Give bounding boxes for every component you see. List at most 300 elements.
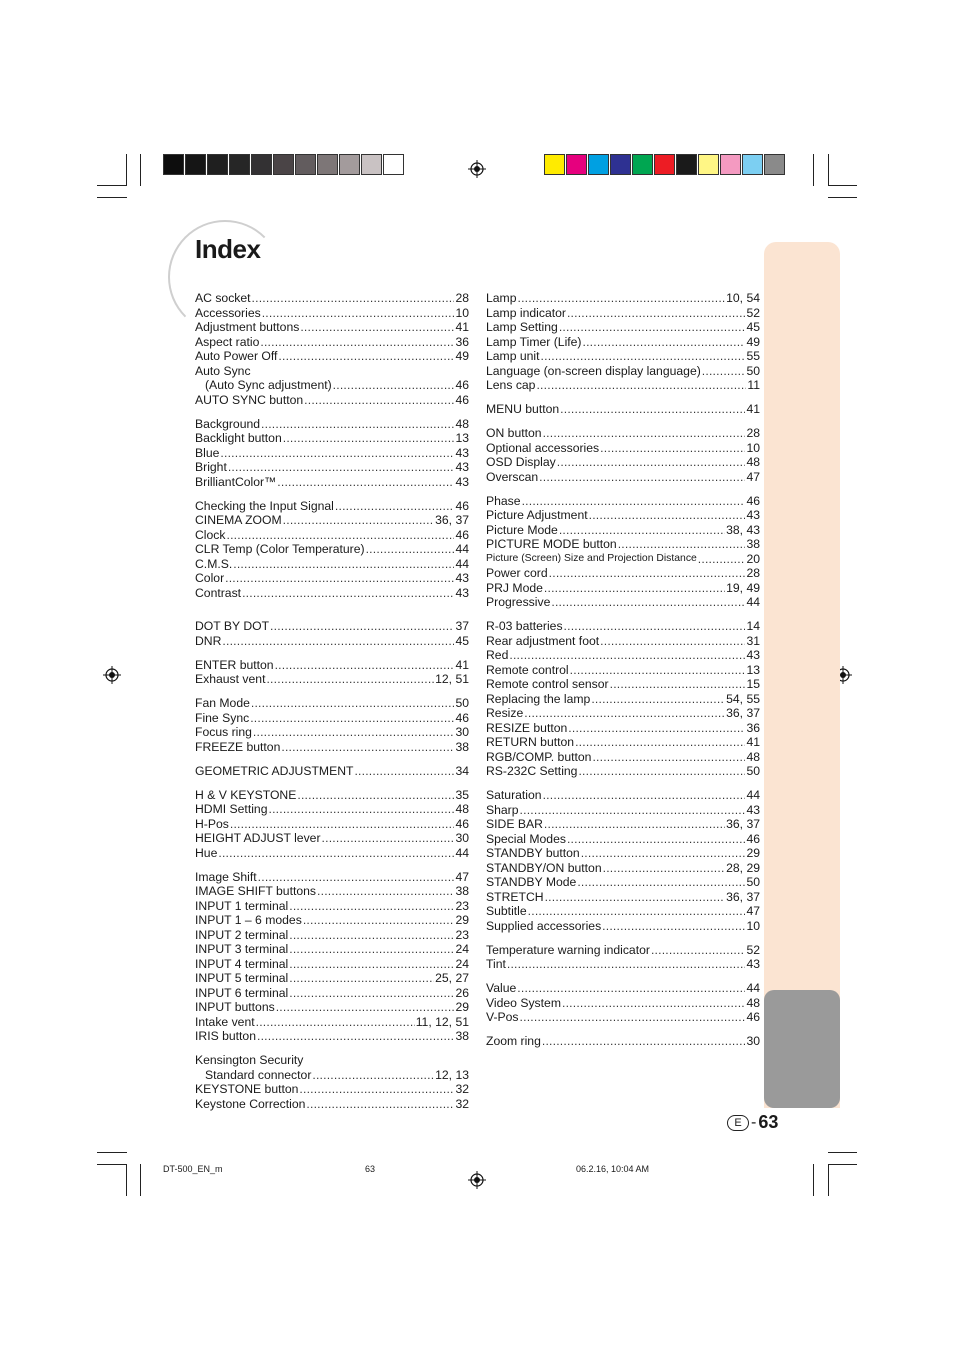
index-entry (486, 706, 760, 721)
dot-leader (522, 494, 746, 509)
index-entry (195, 942, 469, 957)
index-pages: 43 (746, 508, 760, 522)
index-pages: 43 (746, 957, 760, 971)
index-entry (486, 1010, 760, 1025)
color-swatch (610, 154, 631, 175)
registration-mark-icon (103, 666, 121, 684)
index-pages: 19, 49 (726, 580, 760, 595)
index-pages: 28 (746, 426, 760, 440)
index-entry (195, 320, 469, 335)
dot-leader (289, 899, 454, 914)
color-swatch (251, 154, 272, 175)
index-term: Kensington Security (195, 1053, 304, 1067)
index-pages: 48 (746, 995, 760, 1010)
index-pages: 43 (746, 648, 760, 662)
index-pages: 43 (455, 474, 469, 489)
index-pages: 50 (746, 764, 760, 778)
index-group-gap (195, 648, 469, 658)
index-entry (195, 817, 469, 832)
dot-leader (618, 537, 746, 552)
index-pages: 47 (455, 869, 469, 884)
crop-mark (813, 1164, 814, 1196)
page-number-value: 63 (758, 1112, 779, 1132)
dot-leader (592, 750, 745, 765)
index-entry (486, 378, 760, 393)
index-group-gap (486, 972, 760, 982)
index-entry (486, 634, 760, 649)
index-term: INPUT buttons (195, 1000, 275, 1014)
dot-leader (544, 817, 725, 832)
index-term: Tint (486, 957, 506, 971)
index-pages: 30 (455, 831, 469, 845)
index-entry (486, 692, 760, 707)
dot-leader (226, 528, 454, 543)
index-entry (486, 875, 760, 890)
dot-leader (551, 595, 745, 610)
dot-leader (702, 364, 746, 379)
crop-mark (828, 1164, 857, 1165)
index-pages: 41 (746, 402, 760, 416)
dot-leader (333, 378, 455, 393)
dot-leader (517, 981, 745, 996)
page-number-separator: - (751, 1113, 757, 1131)
index-pages: 36, 37 (726, 706, 760, 720)
color-swatch (317, 154, 338, 175)
index-entry (486, 494, 760, 509)
dot-leader (276, 1000, 455, 1015)
index-column-left (195, 291, 469, 1111)
dot-leader (283, 513, 434, 528)
index-pages: 38 (455, 884, 469, 898)
index-entry (486, 595, 760, 610)
index-pages: 28 (746, 566, 760, 580)
index-pages: 48 (746, 455, 760, 469)
dot-leader (270, 619, 454, 634)
dot-leader (289, 957, 454, 972)
dot-leader (303, 913, 455, 928)
index-term: Aspect ratio (195, 334, 260, 349)
color-swatch (588, 154, 609, 175)
index-pages: 46 (455, 710, 469, 725)
dot-leader (544, 581, 725, 596)
dot-leader (509, 648, 745, 663)
index-term: Clock (195, 527, 226, 542)
index-pages: 49 (455, 349, 469, 363)
crop-mark (828, 154, 829, 186)
index-entry (486, 904, 760, 919)
index-entry (486, 441, 760, 456)
index-pages: 47 (746, 904, 760, 918)
index-term: AUTO SYNC button (195, 392, 304, 407)
index-term: RGB/COMP. button (486, 749, 592, 764)
index-entry (195, 913, 469, 928)
index-group-gap (195, 610, 469, 620)
index-term: STANDBY Mode (486, 875, 577, 889)
color-swatch (764, 154, 785, 175)
crop-mark (828, 197, 857, 198)
index-term: INPUT 2 terminal (195, 927, 289, 942)
index-entry (195, 802, 469, 817)
dot-leader (366, 542, 455, 557)
index-pages: 46 (455, 392, 469, 407)
index-pages: 38 (455, 1029, 469, 1043)
color-swatch (185, 154, 206, 175)
index-pages: 38 (455, 739, 469, 754)
index-term: AC socket (195, 291, 251, 305)
index-term: Intake vent (195, 1014, 255, 1029)
dot-leader (228, 460, 455, 475)
index-term: BrilliantColor™ (195, 474, 277, 489)
index-term: MENU button (486, 402, 560, 416)
index-term: OSD Display (486, 455, 556, 469)
dot-leader (222, 634, 454, 649)
dot-leader (283, 431, 455, 446)
index-pages: 20 (746, 551, 760, 566)
dot-leader (257, 1029, 454, 1044)
dot-leader (266, 672, 434, 687)
index-group-gap (486, 610, 760, 620)
index-pages: 43 (455, 445, 469, 460)
color-swatch (163, 154, 184, 175)
index-term: Hue (195, 845, 218, 860)
footer-filename: DT-500_EN_m (163, 1164, 223, 1174)
index-entry (195, 870, 469, 885)
index-pages: 29 (746, 846, 760, 860)
index-term: ENTER button (195, 657, 274, 672)
index-group-gap (486, 417, 760, 427)
index-term: STRETCH (486, 889, 544, 904)
index-term: INPUT 1 terminal (195, 898, 289, 913)
index-term: RS-232C Setting (486, 764, 578, 778)
index-pages: 36 (455, 334, 469, 349)
dot-leader (233, 557, 454, 572)
index-pages: 46 (455, 498, 469, 513)
index-term: Blue (195, 445, 220, 460)
index-pages: 43 (455, 460, 469, 474)
index-term: (Auto Sync adjustment) (205, 378, 332, 392)
index-term: Special Modes (486, 831, 566, 846)
appendix-tab-label: Appendix (770, 1132, 787, 1202)
dot-leader (581, 846, 746, 861)
index-pages: 44 (746, 788, 760, 802)
index-term: Remote control sensor (486, 677, 609, 691)
index-entry (486, 508, 760, 523)
index-entry (486, 663, 760, 678)
color-swatch (273, 154, 294, 175)
index-term: Lamp indicator (486, 305, 566, 320)
dot-leader (559, 523, 725, 538)
index-entry (486, 320, 760, 335)
index-term: INPUT 1 – 6 modes (195, 913, 302, 927)
index-entry (486, 788, 760, 803)
index-term: Lens cap (486, 378, 536, 392)
index-term: Exhaust vent (195, 672, 266, 686)
index-entry (195, 306, 469, 321)
index-pages: 10 (455, 305, 469, 320)
index-pages: 46 (746, 1010, 760, 1024)
footer-datetime: 06.2.16, 10:04 AM (576, 1164, 650, 1174)
index-entry (195, 658, 469, 673)
dot-leader (322, 831, 455, 846)
index-pages: 26 (455, 985, 469, 1000)
index-pages: 46 (746, 831, 760, 846)
index-pages: 15 (746, 677, 760, 691)
crop-mark (828, 1164, 829, 1196)
index-term: V-Pos (486, 1010, 519, 1024)
dot-leader (258, 870, 455, 885)
index-pages: 36 (746, 720, 760, 735)
dot-leader (354, 764, 454, 779)
index-term: Auto Sync (195, 363, 251, 378)
index-pages: 46 (455, 378, 469, 392)
dot-leader (312, 1068, 434, 1083)
dot-leader (335, 499, 455, 514)
index-entry (486, 764, 760, 779)
dot-leader (577, 875, 745, 890)
index-entry (486, 552, 760, 567)
index-entry (195, 528, 469, 543)
index-pages: 45 (746, 320, 760, 334)
index-term: Supplied accessories (486, 918, 602, 933)
crop-mark (97, 185, 127, 186)
dot-leader (289, 986, 454, 1001)
index-entry (486, 803, 760, 818)
crop-mark (126, 154, 127, 186)
index-entry (195, 417, 469, 432)
index-entry (486, 364, 760, 379)
dot-leader (250, 711, 454, 726)
index-term: INPUT 3 terminal (195, 942, 289, 956)
index-entry (486, 470, 760, 485)
index-entry (195, 957, 469, 972)
dot-leader (578, 764, 745, 779)
index-entry (486, 943, 760, 958)
index-entry (195, 513, 469, 528)
index-group-gap (486, 393, 760, 403)
dot-leader (528, 904, 746, 919)
index-entry (195, 499, 469, 514)
index-entry (195, 475, 469, 490)
index-entry (486, 735, 760, 750)
index-entry (486, 335, 760, 350)
index-group-gap (486, 779, 760, 789)
index-term: Resize (486, 706, 524, 720)
dot-leader (289, 942, 454, 957)
index-term: H-Pos (195, 816, 229, 831)
index-pages: 43 (455, 571, 469, 585)
index-entry (195, 1000, 469, 1015)
dot-leader (297, 788, 454, 803)
dot-leader (567, 832, 745, 847)
index-pages: 35 (455, 787, 469, 802)
index-term: Adjustment buttons (195, 320, 300, 334)
index-entry (195, 1015, 469, 1030)
language-badge: E (727, 1115, 749, 1131)
index-term: ON button (486, 426, 542, 440)
dot-leader (589, 508, 746, 523)
dot-leader (575, 735, 745, 750)
index-entry (486, 349, 760, 364)
index-pages: 44 (455, 845, 469, 860)
index-term: Lamp Setting (486, 320, 558, 334)
index-term: PICTURE MODE button (486, 537, 617, 551)
dot-leader (289, 928, 454, 943)
dot-leader (520, 1010, 746, 1025)
index-term: Lamp (486, 291, 517, 305)
index-pages: 41 (746, 735, 760, 749)
index-entry (486, 537, 760, 552)
index-entry (195, 788, 469, 803)
index-pages: 23 (455, 927, 469, 942)
dot-leader (218, 846, 454, 861)
index-term: Overscan (486, 469, 539, 484)
index-pages: 48 (746, 749, 760, 764)
index-term: Fan Mode (195, 696, 250, 710)
index-term: STANDBY/ON button (486, 860, 602, 875)
crop-mark (97, 1152, 127, 1153)
index-term: Value (486, 981, 517, 995)
index-pages: 49 (746, 334, 760, 349)
index-group-gap (195, 687, 469, 697)
index-pages: 36, 37 (726, 817, 760, 831)
index-pages: 50 (746, 363, 760, 378)
index-term: Picture (Screen) Size and Projection Distance (486, 552, 697, 564)
index-group-gap (195, 754, 469, 764)
index-entry (486, 455, 760, 470)
index-pages: 28, 29 (726, 860, 760, 875)
index-entry (195, 971, 469, 986)
index-term: KEYSTONE button (195, 1082, 299, 1096)
index-entry (486, 581, 760, 596)
index-pages: 41 (455, 320, 469, 334)
index-term: HDMI Setting (195, 802, 268, 816)
index-entry (195, 672, 469, 687)
index-term: RESIZE button (486, 720, 568, 735)
index-term: HEIGHT ADJUST lever (195, 831, 321, 845)
index-term: Sharp (486, 802, 519, 817)
color-swatch (676, 154, 697, 175)
index-entry (486, 846, 760, 861)
index-term: Language (on-screen display language) (486, 363, 701, 378)
index-group-gap (195, 1044, 469, 1054)
index-entry (486, 1034, 760, 1049)
color-swatch (339, 154, 360, 175)
dot-leader (560, 402, 745, 417)
index-term: DNR (195, 633, 222, 648)
index-term: Auto Power Off (195, 349, 278, 363)
index-term: Checking the Input Signal (195, 498, 334, 513)
dot-leader (256, 1015, 415, 1030)
index-pages: 43 (746, 802, 760, 817)
registration-mark-icon (468, 1171, 486, 1189)
index-group-gap (195, 860, 469, 870)
index-group-gap (195, 600, 469, 610)
index-pages: 10 (746, 918, 760, 933)
color-swatch (361, 154, 382, 175)
index-entry (486, 619, 760, 634)
index-pages: 30 (746, 1034, 760, 1048)
crop-mark (813, 154, 814, 186)
index-entry (486, 721, 760, 736)
color-swatch (720, 154, 741, 175)
index-group-gap (195, 407, 469, 417)
index-term: Bright (195, 460, 227, 474)
dot-leader (275, 658, 455, 673)
dot-leader (260, 335, 454, 350)
index-term: Subtitle (486, 904, 527, 918)
index-entry (486, 523, 760, 538)
color-swatch (295, 154, 316, 175)
index-entry (486, 291, 760, 306)
index-pages: 38, 43 (726, 522, 760, 537)
dot-leader (252, 291, 455, 306)
dot-leader (583, 335, 746, 350)
footer-page: 63 (365, 1164, 376, 1174)
index-term: Replacing the lamp (486, 691, 591, 706)
dot-leader (698, 552, 746, 567)
index-pages: 44 (746, 981, 760, 995)
index-entry (486, 402, 760, 417)
index-term: Temperature warning indicator (486, 942, 650, 957)
crop-mark (828, 185, 857, 186)
index-column-right (486, 291, 760, 1049)
dot-leader (562, 996, 745, 1011)
index-entry (195, 364, 469, 379)
index-group-gap (486, 1025, 760, 1035)
index-term: Backlight button (195, 431, 282, 445)
index-entry (195, 1053, 469, 1068)
dot-leader (253, 725, 455, 740)
index-pages: 31 (746, 633, 760, 648)
dot-leader (568, 721, 745, 736)
index-term: Power cord (486, 566, 548, 580)
index-term: Background (195, 416, 261, 431)
index-term: Lamp Timer (Life) (486, 334, 582, 349)
dot-leader (225, 571, 454, 586)
index-pages: 13 (455, 431, 469, 445)
index-entry (486, 648, 760, 663)
index-pages: 36, 37 (435, 513, 469, 527)
index-entry (195, 725, 469, 740)
index-term: Progressive (486, 595, 551, 609)
index-entry (195, 928, 469, 943)
index-pages: 12, 13 (435, 1067, 469, 1082)
index-term: GEOMETRIC ADJUSTMENT (195, 763, 354, 778)
index-group-gap (195, 489, 469, 499)
index-term: Phase (486, 493, 521, 508)
page-title: Index (195, 234, 261, 264)
index-pages: 32 (455, 1096, 469, 1111)
index-pages: 38 (746, 537, 760, 551)
index-entry (486, 750, 760, 765)
index-term: H & V KEYSTONE (195, 787, 297, 802)
index-entry (195, 446, 469, 461)
index-pages: 44 (746, 595, 760, 609)
index-entry (195, 899, 469, 914)
index-pages: 32 (455, 1082, 469, 1096)
dot-leader (520, 803, 746, 818)
index-term: INPUT 4 terminal (195, 956, 289, 971)
index-pages: 50 (455, 696, 469, 710)
index-pages: 24 (455, 956, 469, 971)
index-term: INPUT 6 terminal (195, 985, 289, 1000)
color-swatch (207, 154, 228, 175)
index-entry (195, 696, 469, 711)
index-entry (195, 831, 469, 846)
index-pages: 11 (747, 378, 760, 392)
index-entry (195, 986, 469, 1001)
dot-leader (536, 378, 746, 393)
